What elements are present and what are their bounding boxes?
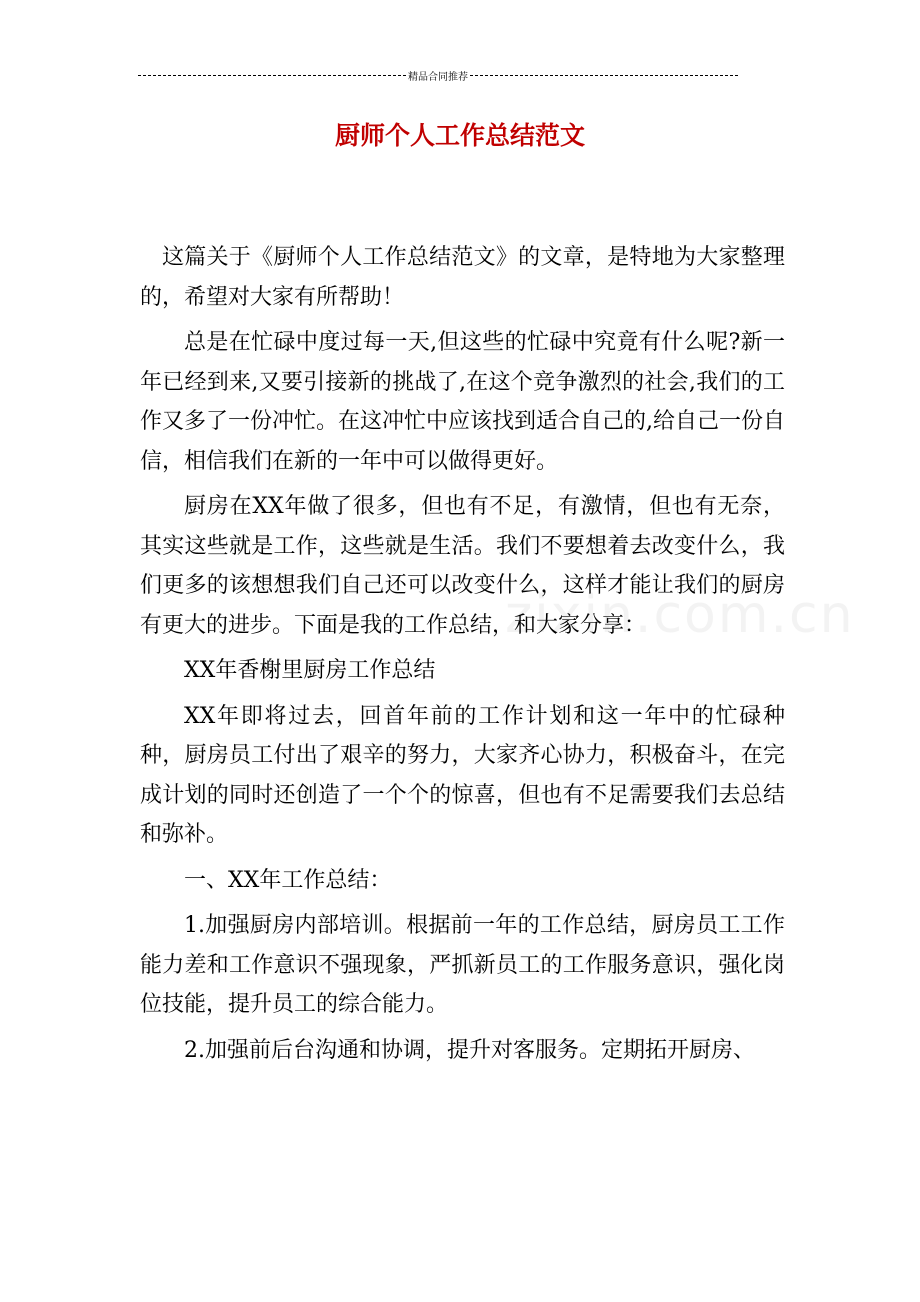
paragraph: 厨房在XX年做了很多，但也有不足，有激情，但也有无奈，其实这些就是工作，这些就是生活。我们不要想着去改变什么，我们更多的该想想我们自己还可以改变什么，这样才能让我们的厨房有更大的进步。下面是我的工作总结，和大家分享： [140,494,785,638]
list-item: 1.加强厨房内部培训。根据前一年的工作总结，厨房员工工作能力差和工作意识不强现象，严抓新员工的工作服务意识，强化岗位技能，提升员工的综合能力。 [140,913,785,1017]
header-dash-left [138,75,406,76]
list-item: 2.加强前后台沟通和协调，提升对客服务。定期拓开厨房、 [184,1037,755,1063]
header-rule [138,68,738,82]
document-body [140,238,785,1076]
header-label: 精品合同推荐 [408,71,468,83]
paragraph-intro: 这篇关于《厨师个人工作总结范文》的文章，是特地为大家整理的，希望对大家有所帮助！ [140,245,785,310]
watermark: zixin.com.cn [505,585,855,645]
header-dash-right [470,75,738,76]
section-heading: 一、XX年工作总结： [184,867,392,893]
paragraph: XX年即将过去，回首年前的工作计划和这一年中的忙碌种种，厨房员工付出了艰辛的努力，大家齐心协力，积极奋斗，在完成计划的同时还创造了一个个的惊喜，但也有不足需要我们去总结和弥补。 [140,703,785,847]
paragraph: 总是在忙碌中度过每一天,但这些的忙碌中究竟有什么呢?新一年已经到来,又要引接新的挑战了,在这个竞争激烈的社会,我们的工作又多了一份冲忙。在这冲忙中应该找到适合自己的,给自己一份自信，相信我们在新的一年中可以做得更好。 [140,330,785,474]
document-title: 厨师个人工作总结范文 [334,121,585,150]
section-heading: XX年香榭里厨房工作总结 [184,658,436,683]
